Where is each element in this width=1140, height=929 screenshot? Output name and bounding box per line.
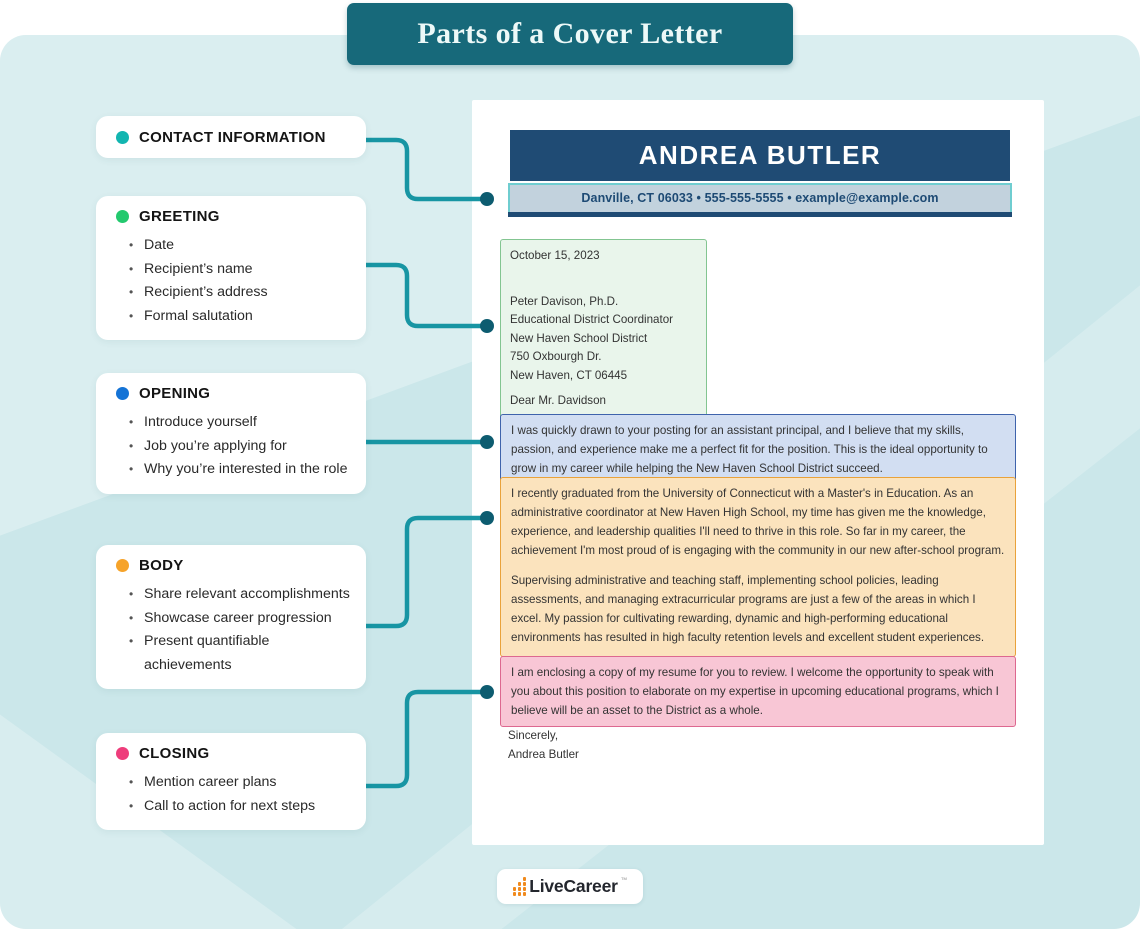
bullet-item: • Present quantifiable achievements [129,630,350,677]
section-heading [116,129,326,146]
bullet-item: • Job you’re applying for [129,435,350,459]
recipient-line: Peter Davison, Ph.D. [510,294,619,308]
section-bullet-list [116,411,350,482]
greeting-highlight-box [500,239,707,423]
body-paragraph-2: Supervising administrative and teaching staff, implementing school policies, leading assessments, and managing extracurricular programs are just a few of the areas in which I excel. My passion for cultivating rewarding, dynamic and high-performing educational environments has resulted in high faculty retention levels and excellent student experiences. [511,574,985,644]
signoff-word: Sincerely, [508,729,559,742]
contact-strip-rule [508,212,1012,217]
cover-letter-page [472,100,1044,845]
trademark-symbol: ™ [620,877,628,884]
sidebar-card-closing [96,733,366,830]
section-label: OPENING [139,385,211,402]
section-dot-icon [116,131,129,144]
bullet-item: • Formal salutation [129,305,350,329]
letter-contact-strip [508,183,1012,217]
section-label: CLOSING [139,745,210,762]
section-bullet-list [116,234,350,328]
bullet-item: • Date [129,234,350,258]
closing-highlight-box [500,656,1016,727]
section-heading [116,557,350,574]
bullet-item: • Share relevant accomplishments [129,583,350,607]
section-dot-icon [116,387,129,400]
section-dot-icon [116,210,129,223]
section-label: CONTACT INFORMATION [139,128,326,146]
body-paragraph-1: I recently graduated from the University of Connecticut with a Master's in Education. As an administrative coordinator at New Haven High School, my time has given me the knowledge, experience, and leadership qualities I'll need to thrive in this role. So far in my career, the achievement I'm most proud of is engaging with the community in our new after-school program. [511,487,1005,557]
opening-paragraph: I was quickly drawn to your posting for an assistant principal, and I believe that my skills, passion, and experience make me a perfect fit for the position. This is the ideal opportunity to grow in my career while helping the New Haven School District succeed. [511,424,988,475]
letter-date: October 15, 2023 [510,249,600,262]
section-heading [116,745,350,762]
title-banner [347,3,793,65]
section-label: GREETING [139,208,220,225]
candidate-name: ANDREA BUTLER [638,140,882,170]
page-title: Parts of a Cover Letter [417,17,723,50]
section-dot-icon [116,747,129,760]
recipient-line: Educational District Coordinator [510,313,674,326]
section-bullet-list [116,771,350,818]
letter-signoff [508,726,579,764]
section-dot-icon [116,559,129,572]
bullet-item: • Showcase career progression [129,607,350,631]
recipient-block [510,293,697,386]
recipient-line: 750 Oxbourgh Dr. [510,350,602,363]
livecareer-dots-icon [513,877,527,896]
sidebar-card-greeting [96,196,366,340]
bullet-item: • Call to action for next steps [129,795,350,819]
recipient-line: New Haven, CT 06445 [510,368,628,382]
livecareer-wordmark: LiveCareer [529,876,618,896]
sidebar-card-opening [96,373,366,494]
letter-name-header [510,130,1010,181]
contact-line: Danville, CT 06033 • 555-555-5555 • example@example.com [581,191,939,205]
body-highlight-box [500,477,1016,657]
section-heading [116,208,350,225]
letter-salutation: Dear Mr. Davidson [510,394,607,407]
opening-highlight-box [500,414,1016,485]
closing-paragraph: I am enclosing a copy of my resume for you to review. I welcome the opportunity to speak with you about this position to elaborate on my expertise in upcoming educational programs, which I believe will be an asset to the District as a whole. [511,666,999,717]
bullet-item: • Why you’re interested in the role [129,458,350,482]
section-bullet-list [116,583,350,677]
signature-name: Andrea Butler [508,748,579,761]
bullet-item: • Recipient’s name [129,258,350,282]
livecareer-logo [497,869,643,904]
sidebar-card-body [96,545,366,689]
bullet-item: • Introduce yourself [129,411,350,435]
recipient-line: New Haven School District [510,331,648,345]
bullet-item: • Mention career plans [129,771,350,795]
sidebar-card-contact-information [96,116,366,158]
section-label: BODY [139,557,184,574]
bullet-item: • Recipient’s address [129,281,350,305]
section-heading [116,385,350,402]
